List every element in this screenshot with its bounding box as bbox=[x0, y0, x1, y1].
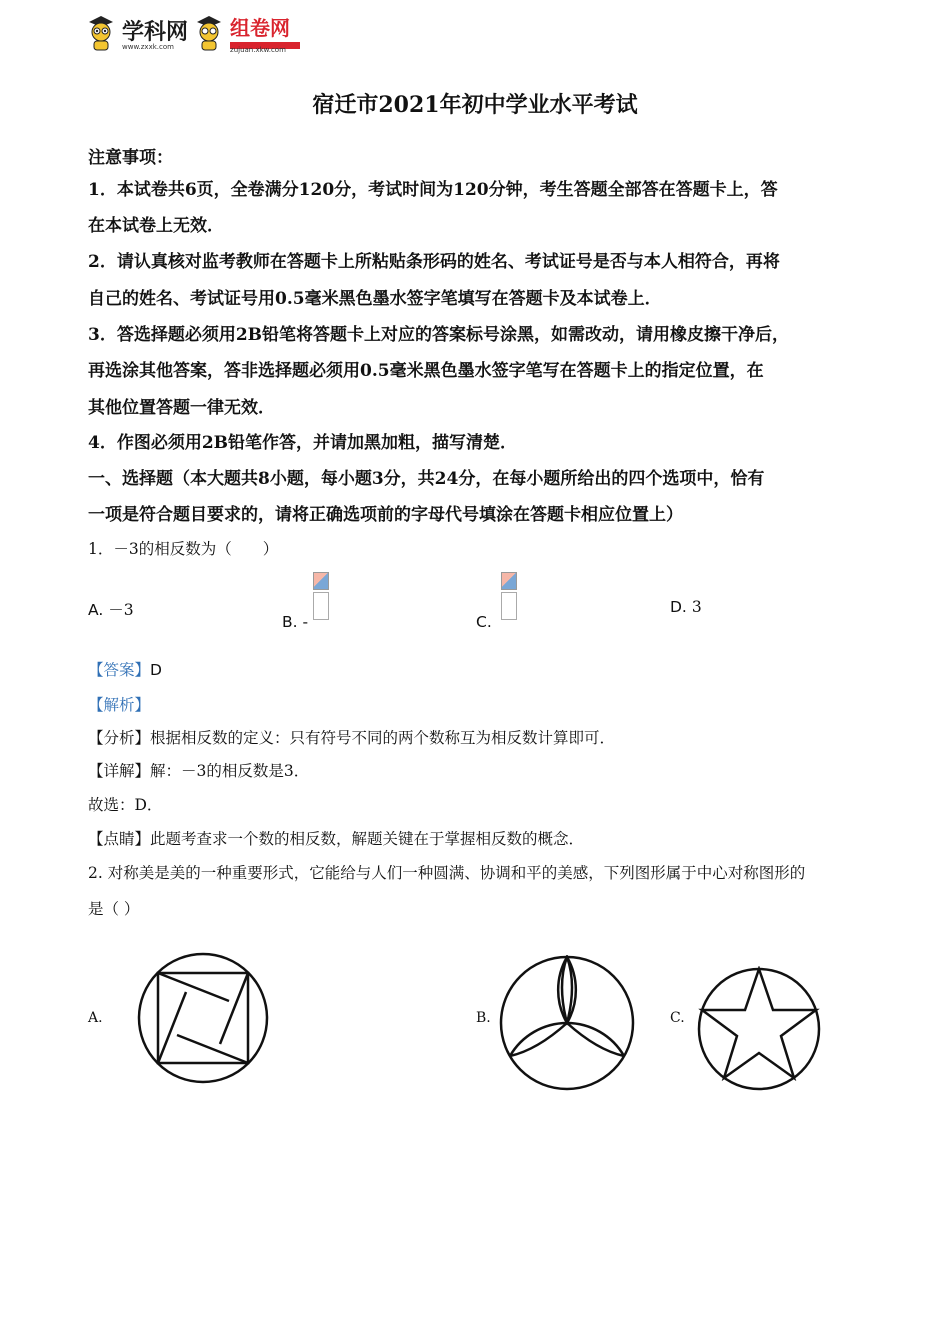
image-placeholder-icon bbox=[313, 572, 329, 620]
q1-option-d bbox=[670, 598, 702, 616]
dianjing-tag: 【点睛】 bbox=[88, 830, 151, 848]
q1-stem: 1．－3的相反数为（ ） bbox=[88, 540, 279, 558]
q1-choice: 故选：D． bbox=[88, 796, 163, 814]
option-label: C. bbox=[476, 612, 492, 631]
notice-line: 2．请认真核对监考教师在答题卡上所粘贴条形码的姓名、考试证号是否与本人相符合，再将 bbox=[88, 252, 780, 272]
site-logo bbox=[86, 12, 300, 54]
option-text: 3 bbox=[691, 598, 702, 616]
notice-line: 自己的姓名、考试证号用0.5毫米黑色墨水签字笔填写在答题卡及本试卷上． bbox=[88, 289, 662, 309]
page-title: 宿迁市2021年初中学业水平考试 bbox=[312, 92, 638, 118]
mascot-icon bbox=[194, 14, 224, 52]
logo2-text: 组卷网 bbox=[230, 16, 291, 40]
q1-analysis-heading bbox=[88, 688, 868, 722]
option-label: D. bbox=[670, 598, 687, 616]
notice-line: 3．答选择题必须用2B铅笔将答题卡上对应的答案标号涂黑，如需改动，请用橡皮擦干净后， bbox=[88, 325, 790, 345]
notice-line: 在本试卷上无效． bbox=[88, 216, 224, 236]
xiangjie-text: 解：－3的相反数是3． bbox=[150, 762, 310, 780]
q2-stem: 2. 对称美是美的一种重要形式，它能给与人们一种圆满、协调和平的美感，下列图形属于中心对称图形的 bbox=[88, 864, 806, 882]
notice-line: 1．本试卷共6页，全卷满分120分，考试时间为120分钟，考生答题全部答在答题卡上，答 bbox=[88, 180, 778, 200]
q1-option-b bbox=[282, 572, 329, 631]
option-label: A. bbox=[88, 601, 104, 619]
q2-label-c: C. bbox=[670, 1010, 685, 1026]
notice-line: 再选涂其他答案，答非选择题必须用0.5毫米黑色墨水签字笔写在答题卡上的指定位置，在 bbox=[88, 361, 764, 381]
q1-answer bbox=[88, 653, 868, 687]
q2-stem-cont: 是（ ） bbox=[88, 900, 140, 918]
option-text: - bbox=[302, 612, 309, 631]
xiangjie-tag: 【详解】 bbox=[88, 762, 151, 780]
q2-figure-a bbox=[136, 951, 270, 1085]
logo2-sub: zujuan.xkw.com bbox=[230, 46, 286, 54]
option-label: B. bbox=[282, 612, 298, 631]
q2-label-a: A. bbox=[88, 1010, 103, 1026]
logo1-text: 学科网 bbox=[122, 20, 189, 45]
notice-line: 4．作图必须用2B铅笔作答，并请加黑加粗，描写清楚． bbox=[88, 433, 518, 453]
option-text: －3 bbox=[108, 601, 134, 619]
logo-zujuan bbox=[230, 12, 300, 54]
analysis-tag: 【解析】 bbox=[88, 696, 151, 714]
q2-label-b: B. bbox=[476, 1010, 491, 1026]
answer-tag: 【答案】 bbox=[88, 661, 151, 679]
q2-figure-c bbox=[696, 966, 822, 1092]
q1-xiangjie bbox=[88, 754, 868, 788]
section-heading: 一、选择题（本大题共8小题，每小题3分，共24分，在每小题所给出的四个选项中，恰有 bbox=[88, 469, 765, 489]
fenxi-tag: 【分析】 bbox=[88, 729, 151, 747]
q1-option-c bbox=[476, 572, 517, 631]
logo1-sub: www.zxxk.com bbox=[122, 43, 174, 51]
logo-xkw bbox=[122, 15, 188, 51]
dianjing-text: 此题考查求一个数的相反数，解题关键在于掌握相反数的概念． bbox=[150, 830, 585, 848]
section-heading: 一项是符合题目要求的，请将正确选项前的字母代号填涂在答题卡相应位置上） bbox=[88, 505, 683, 525]
q1-dianjing bbox=[88, 822, 868, 856]
fenxi-text: 根据相反数的定义：只有符号不同的两个数称互为相反数计算即可． bbox=[150, 729, 616, 747]
q1-fenxi bbox=[88, 721, 868, 755]
image-placeholder-icon bbox=[501, 572, 517, 620]
mascot-icon bbox=[86, 14, 116, 52]
answer-value: D bbox=[150, 661, 162, 679]
q2-figure-b bbox=[497, 955, 637, 1091]
notice-heading: 注意事项： bbox=[88, 148, 173, 168]
notice-line: 其他位置答题一律无效． bbox=[88, 398, 275, 418]
q1-option-a bbox=[88, 598, 134, 620]
